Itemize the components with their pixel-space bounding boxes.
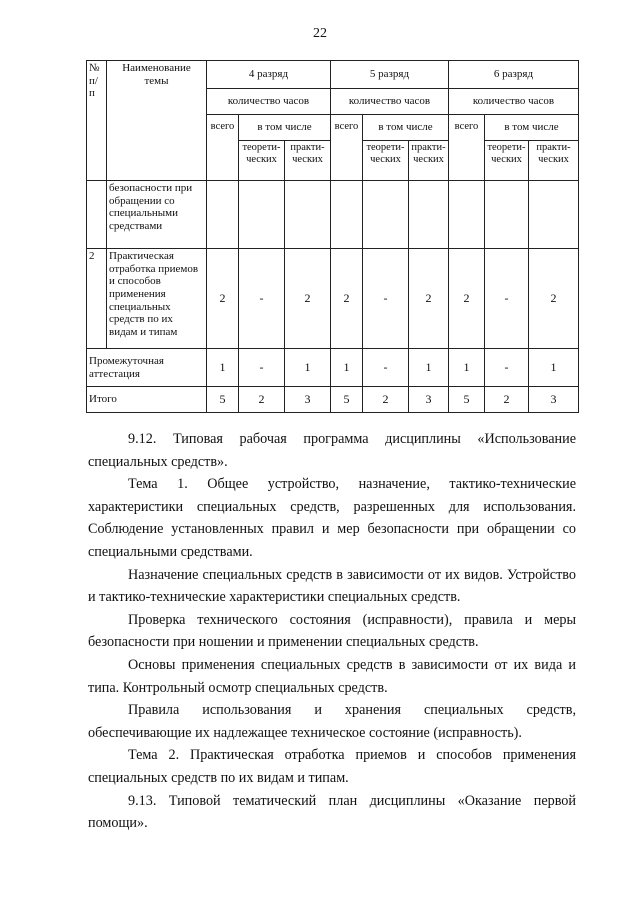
- cell-value: -: [239, 249, 285, 349]
- header-rank-4: 4 разряд: [207, 61, 331, 89]
- header-hours-4: количество часов: [207, 89, 331, 115]
- cell-value: [207, 181, 239, 249]
- row-topic-name: Итого: [87, 387, 207, 413]
- header-topic-name: Наименование темы: [107, 61, 207, 181]
- table-row-total: [87, 387, 579, 413]
- cell-value: 3: [529, 387, 579, 413]
- header-theory-5: теорети-ческих: [363, 141, 409, 181]
- cell-value: 1: [331, 349, 363, 387]
- row-topic-name: Практическая отработка приемов и способов применения специальных средств по их видам и типам: [107, 249, 207, 349]
- cell-value: 2: [409, 249, 449, 349]
- row-topic-name: Промежуточная аттестация: [87, 349, 207, 387]
- header-hours-5: количество часов: [331, 89, 449, 115]
- table-row: [87, 249, 579, 349]
- header-theory-6: теорети-ческих: [485, 141, 529, 181]
- cell-value: [285, 181, 331, 249]
- cell-value: 1: [449, 349, 485, 387]
- cell-value: 5: [207, 387, 239, 413]
- page-number: 22: [313, 26, 327, 41]
- cell-value: 2: [529, 249, 579, 349]
- header-incl-5: в том числе: [363, 115, 449, 141]
- row-num: 2: [87, 249, 107, 349]
- header-practice-5: практи-ческих: [409, 141, 449, 181]
- header-total-6: всего: [449, 115, 485, 181]
- cell-value: [363, 181, 409, 249]
- cell-value: [409, 181, 449, 249]
- cell-value: -: [363, 349, 409, 387]
- cell-value: [529, 181, 579, 249]
- cell-value: 1: [285, 349, 331, 387]
- cell-value: -: [485, 349, 529, 387]
- row-num: [87, 181, 107, 249]
- header-num: № п/ п: [87, 61, 107, 181]
- paragraph: Проверка технического состояния (исправности), правила и меры безопасности при ношении и применении специальных средств.: [88, 611, 576, 651]
- cell-value: 1: [207, 349, 239, 387]
- header-total-5: всего: [331, 115, 363, 181]
- cell-value: 2: [239, 387, 285, 413]
- paragraph-topic-1: Тема 1. Общее устройство, назначение, тактико-технические характеристики специальных средств, разрешенных для использования. Соблюдение установленных правил и мер безопасности при обращении со специальными средствами.: [88, 476, 576, 560]
- header-practice-6: практи-ческих: [529, 141, 579, 181]
- paragraph: Назначение специальных средств в зависимости от их видов. Устройство и тактико-технические характеристики специальных средств.: [88, 566, 576, 606]
- header-incl-4: в том числе: [239, 115, 331, 141]
- header-hours-6: количество часов: [449, 89, 579, 115]
- cell-value: 1: [409, 349, 449, 387]
- header-total-4: всего: [207, 115, 239, 181]
- paragraph: Основы применения специальных средств в зависимости от их вида и типа. Контрольный осмотр специальных средств.: [88, 656, 576, 696]
- thematic-plan-table: [86, 60, 579, 413]
- cell-value: 1: [529, 349, 579, 387]
- cell-value: 5: [331, 387, 363, 413]
- body-text: [88, 428, 576, 835]
- cell-value: 3: [409, 387, 449, 413]
- table-row: [87, 181, 579, 249]
- cell-value: -: [485, 249, 529, 349]
- header-incl-6: в том числе: [485, 115, 579, 141]
- cell-value: 2: [449, 249, 485, 349]
- thematic-plan-table-wrap: [86, 60, 579, 413]
- paragraph-topic-2: Тема 2. Практическая отработка приемов и способов применения специальных средств по их видам и типам.: [88, 747, 576, 786]
- header-practice-4: практи-ческих: [285, 141, 331, 181]
- cell-value: 2: [485, 387, 529, 413]
- cell-value: 2: [363, 387, 409, 413]
- cell-value: 2: [285, 249, 331, 349]
- cell-value: -: [363, 249, 409, 349]
- cell-value: 2: [207, 249, 239, 349]
- row-topic-name: безопасности при обращении со специальными средствами: [107, 181, 207, 249]
- header-theory-4: теорети-ческих: [239, 141, 285, 181]
- paragraph: Правила использования и хранения специальных средств, обеспечивающие их надлежащее техническое состояние (исправность).: [88, 702, 576, 741]
- cell-value: [485, 181, 529, 249]
- paragraph-section-9-12: 9.12. Типовая рабочая программа дисциплины «Использование специальных средств».: [88, 431, 576, 470]
- cell-value: 5: [449, 387, 485, 413]
- cell-value: [449, 181, 485, 249]
- cell-value: [331, 181, 363, 249]
- cell-value: -: [239, 349, 285, 387]
- cell-value: [239, 181, 285, 249]
- cell-value: 3: [285, 387, 331, 413]
- paragraph-section-9-13: 9.13. Типовой тематический план дисциплины «Оказание первой помощи».: [88, 792, 576, 832]
- header-rank-5: 5 разряд: [331, 61, 449, 89]
- table-row: [87, 349, 579, 387]
- header-rank-6: 6 разряд: [449, 61, 579, 89]
- cell-value: 2: [331, 249, 363, 349]
